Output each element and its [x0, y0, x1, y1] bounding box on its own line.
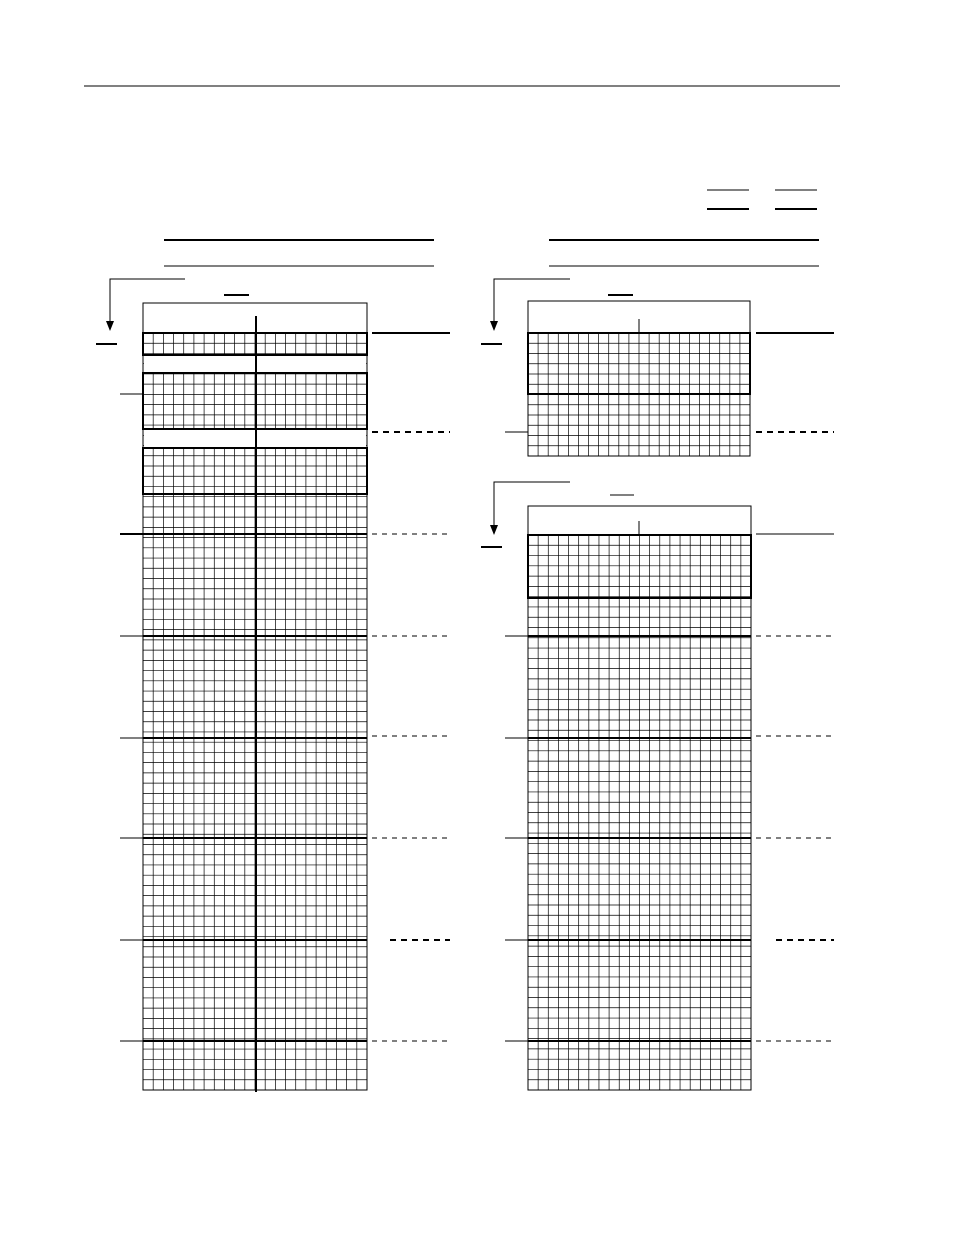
- left-recording-grid: [143, 303, 367, 1092]
- right-heading-lines: [549, 240, 819, 266]
- left-heading-lines: [164, 240, 434, 266]
- left-annotations: [96, 279, 450, 1041]
- top-right-short-lines: [707, 190, 817, 209]
- right-top-recording-grid: [528, 301, 750, 456]
- right-bottom-recording-grid: [528, 506, 751, 1090]
